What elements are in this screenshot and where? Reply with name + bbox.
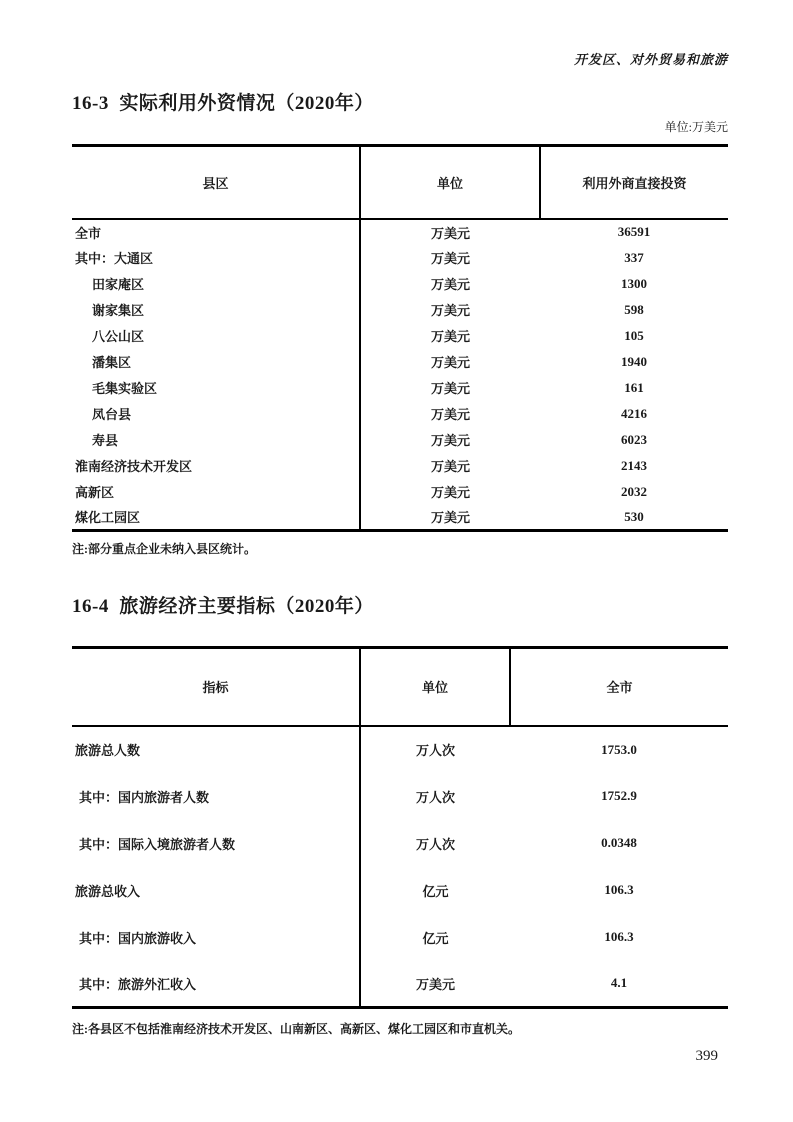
table-row [72, 505, 728, 531]
foreign-investment-table [72, 144, 728, 532]
table2-title: 16-4 旅游经济主要指标（2020年） [72, 596, 374, 617]
row-value: 4.1 [510, 961, 728, 1008]
table-row [72, 820, 728, 867]
row-value: 1940 [621, 353, 647, 369]
table2-col-header-indicator: 指标 [72, 648, 360, 726]
row-unit: 万美元 [430, 303, 470, 318]
table-row [72, 773, 728, 820]
tourism-indicators-table [72, 646, 728, 1009]
table1-note: 注:部分重点企业未纳入县区统计。 [72, 542, 256, 556]
row-label: 其中：国际入境旅游者人数 [72, 820, 360, 867]
row-value: 598 [624, 301, 644, 317]
row-value: 2032 [621, 483, 647, 499]
row-unit: 万人次 [415, 836, 455, 852]
row-unit: 万人次 [415, 789, 455, 805]
row-value: 161 [624, 379, 644, 395]
row-label: 凤台县 [72, 401, 360, 427]
table-row [72, 401, 728, 427]
row-label: 其中：大通区 [72, 245, 360, 271]
table-row [72, 961, 728, 1008]
row-unit: 万美元 [430, 277, 470, 292]
table1-col-header-region: 县区 [72, 146, 360, 219]
table2-header-row [72, 648, 728, 726]
row-unit: 万美元 [430, 329, 470, 344]
row-value: 1300 [621, 275, 647, 291]
table-row [72, 349, 728, 375]
row-value: 1753.0 [601, 741, 637, 757]
table-row [72, 914, 728, 961]
row-value: 106.3 [604, 929, 634, 944]
table-row [72, 427, 728, 453]
row-unit: 万美元 [430, 485, 470, 500]
table-row [72, 375, 728, 401]
row-label: 高新区 [72, 479, 360, 505]
table1-header-row [72, 146, 728, 219]
row-label: 其中：国内旅游者人数 [72, 773, 360, 820]
row-label: 旅游总收入 [72, 867, 360, 914]
table2-col-header-city: 全市 [510, 648, 728, 726]
row-unit: 万人次 [415, 743, 455, 758]
row-value: 1752.9 [601, 788, 637, 803]
row-label: 全市 [72, 219, 360, 245]
row-label: 其中：国内旅游收入 [72, 914, 360, 961]
table-row [72, 726, 728, 773]
row-value: 106.3 [604, 882, 634, 897]
table-row [72, 479, 728, 505]
row-label: 毛集实验区 [72, 375, 360, 401]
row-unit: 万美元 [360, 961, 510, 1008]
table1-col-header-unit: 单位 [360, 146, 540, 219]
row-value: 105 [624, 327, 644, 343]
table1-title: 16-3 实际利用外资情况（2020年） [72, 93, 374, 114]
table1-unit-label: 单位:万美元 [664, 120, 728, 134]
table-row [72, 867, 728, 914]
row-label: 田家庵区 [72, 271, 360, 297]
row-unit: 万美元 [430, 381, 470, 396]
table-row [72, 245, 728, 271]
row-label: 谢家集区 [72, 297, 360, 323]
table-row [72, 297, 728, 323]
row-value: 4216 [621, 405, 647, 421]
row-unit: 万美元 [430, 251, 470, 266]
table2-col-header-unit: 单位 [360, 648, 510, 726]
table-row [72, 323, 728, 349]
table1-col-header-value: 利用外商直接投资 [540, 146, 728, 219]
row-value: 2143 [621, 457, 647, 473]
row-unit: 亿元 [422, 883, 449, 899]
page-number: 399 [695, 1048, 718, 1064]
row-value: 0.0348 [601, 835, 637, 850]
row-unit: 万美元 [430, 433, 470, 448]
row-label: 其中：旅游外汇收入 [72, 961, 360, 1008]
row-value: 36591 [617, 224, 651, 239]
row-label: 寿县 [72, 427, 360, 453]
running-header: 开发区、对外贸易和旅游 [573, 52, 728, 67]
table2-note: 注:各县区不包括淮南经济技术开发区、山南新区、高新区、煤化工园区和市直机关。 [72, 1022, 520, 1036]
row-label: 旅游总人数 [72, 726, 360, 773]
table-row [72, 219, 728, 245]
row-value: 337 [624, 249, 644, 265]
row-unit: 亿元 [422, 930, 449, 946]
row-unit: 万美元 [430, 225, 470, 241]
row-label: 八公山区 [72, 323, 360, 349]
row-unit: 万美元 [430, 355, 470, 370]
row-label: 淮南经济技术开发区 [72, 453, 360, 479]
table-row [72, 453, 728, 479]
row-label: 潘集区 [72, 349, 360, 375]
row-unit: 万美元 [430, 407, 470, 422]
row-label: 煤化工园区 [72, 505, 360, 531]
row-value: 530 [540, 505, 728, 531]
row-unit: 万美元 [430, 459, 470, 474]
table-row [72, 271, 728, 297]
row-value: 6023 [621, 431, 647, 447]
row-unit: 万美元 [360, 505, 540, 531]
